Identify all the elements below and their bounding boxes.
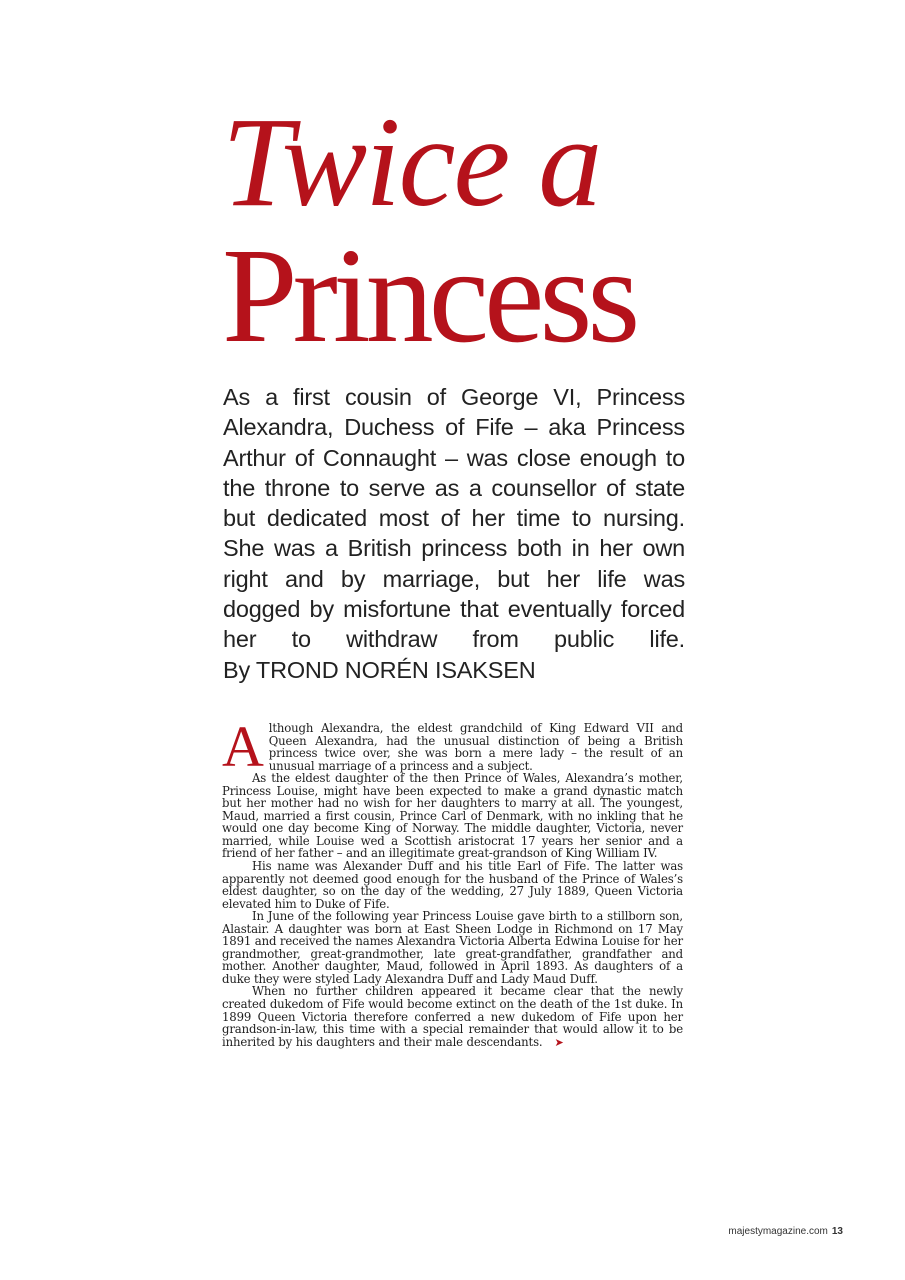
paragraph-4: In June of the following year Princess Louise gave birth to a stillborn son, Alastair. A daughter was born at East Sheen Lodge in Richmond on 17 May 1891 and received the names Alexandra Victoria Alberta Edwina Louise for her grandmother, great-grandmother, late great-grandfather, grandfather and mother. Another daughter, Maud, followed in April 1893. As daughters of a duke they were styled Lady Alexandra Duff and Lady Maud Duff.: [222, 909, 683, 986]
paragraph-5: [222, 985, 683, 1049]
footer-site: majestymagazine.com: [728, 1226, 828, 1237]
drop-cap: A: [222, 714, 264, 779]
page-footer: [728, 1226, 843, 1237]
title-line-2: Princess: [222, 221, 636, 371]
paragraph-3: His name was Alexander Duff and his title Earl of Fife. The latter was apparently not deemed good enough for the husband of the Prince of Wales’s eldest daughter, so on the day of the wedding, 27 July 1889, Queen Victoria elevated him to Duke of Fife.: [222, 859, 683, 911]
paragraph-1-text: lthough Alexandra, the eldest grandchild of King Edward VII and Queen Alexandra, had the unusual distinction of being a British princess twice over, she was born a mere lady – the result of an unusual marriage of a princess and a subject.: [268, 721, 683, 773]
standfirst: [223, 382, 685, 685]
paragraph-1: [222, 714, 683, 779]
paragraph-2: As the eldest daughter of the then Prince of Wales, Alexandra’s mother, Princess Louise, might have been expected to make a grand dynastic match but her mother had no wish for her daughters to marry at all. The youngest, Maud, married a first cousin, Prince Carl of Denmark, with no inkling that he would one day become King of Norway. The middle daughter, Victoria, never married, while Louise wed a Scottish aristocrat 17 years her senior and a friend of her father – and an illegitimate great-grandson of King William IV.: [222, 771, 683, 861]
paragraph-5-text: When no further children appeared it became clear that the newly created dukedom of Fife would become extinct on the death of the 1st duke. In 1899 Queen Victoria therefore conferred a new dukedom of Fife upon her grandson-in-law, this time with a special remainder that would allow it to be inherited by his daughters and their male descendants.: [222, 984, 683, 1049]
continue-arrow-icon: ➤: [554, 1035, 564, 1049]
article-body: [222, 714, 683, 1049]
title-line-1: Twice a: [222, 91, 601, 233]
page-number: 13: [831, 1226, 843, 1237]
byline: By TROND NORÉN ISAKSEN: [223, 656, 536, 683]
standfirst-text: As a first cousin of George VI, Princess Alexandra, Duchess of Fife – aka Princess Arthur of Connaught – was close enough to the throne to serve as a counsellor of state but dedicated most of her time to nursing. She was a British princess both in her own right and by marriage, but her life was dogged by misfortune that eventually forced her to withdraw from public life.: [223, 384, 685, 653]
